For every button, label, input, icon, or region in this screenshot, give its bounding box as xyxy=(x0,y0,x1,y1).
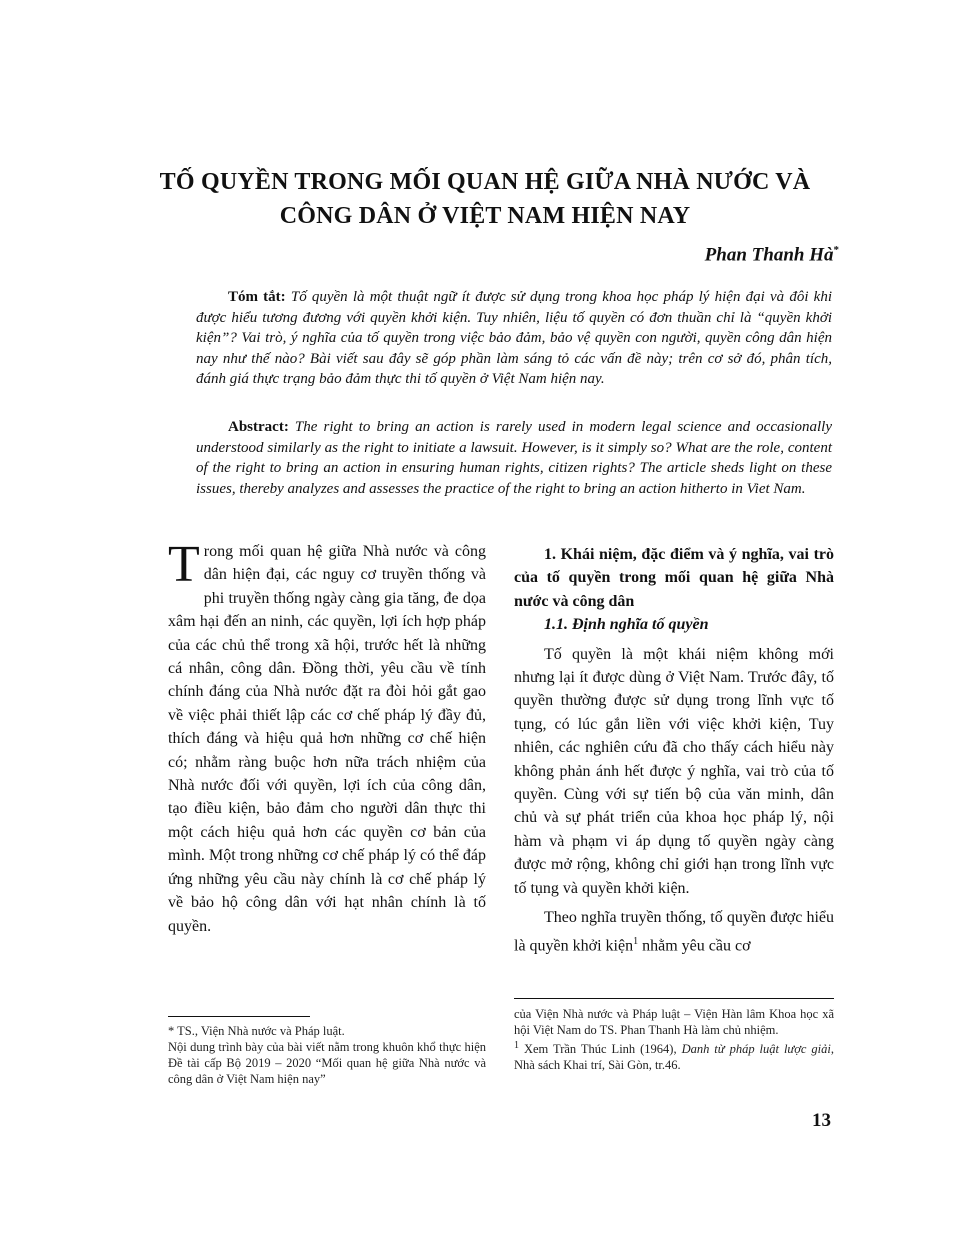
footnote-divider-right xyxy=(514,998,834,999)
author-footnote-mark: * xyxy=(833,244,839,256)
body-paragraph-2 xyxy=(514,906,834,957)
body-paragraph-2-end: nhằm yêu cầu cơ xyxy=(638,936,751,954)
footnote-divider-left xyxy=(168,1016,310,1017)
author-name: Phan Thanh Hà xyxy=(704,244,834,266)
footnote-1-mark: 1 xyxy=(514,1040,519,1051)
abstract-english xyxy=(196,417,832,499)
abstract-en-label: Abstract: xyxy=(228,419,289,435)
footnote-1-start: Xem Trần Thúc Linh (1964), xyxy=(519,1042,682,1057)
footnotes-left xyxy=(168,1023,486,1087)
footnote-1 xyxy=(514,1038,834,1073)
body-paragraph-2-start: Theo nghĩa truyền thống, tố quyền được hiểu là quyền khởi kiện xyxy=(514,909,834,954)
footnote-1-title: Danh từ pháp luật lược giải xyxy=(681,1042,831,1057)
subsection-heading: 1.1. Định nghĩa tố quyền xyxy=(544,616,709,634)
title-line-2: CÔNG DÂN Ở VIỆT NAM HIỆN NAY xyxy=(279,203,691,229)
title-line-1: TỐ QUYỀN TRONG MỐI QUAN HỆ GIỮA NHÀ NƯỚC VÀ xyxy=(159,169,811,195)
author-byline xyxy=(705,244,839,266)
drop-cap: T xyxy=(168,536,200,593)
right-column xyxy=(514,543,834,957)
intro-text: rong mối quan hệ giữa Nhà nước và công dân hiện đại, các nguy cơ truyền thống và phi truyền thống ngày càng gia tăng, đe dọa xâm hại đến an ninh, các quyền, lợi ích hợp pháp của các chủ thể trong xã hội, trước hết là những cá nhân, công dân. Đồng thời, yêu cầu về tính chính đáng của Nhà nước đặt ra đòi hỏi gắt gao về việc phải thiết lập các cơ chế pháp lý đầy đủ, thích đáng và hiệu quả hơn những cơ chế hiện có; nhằm ràng buộc hơn nữa trách nhiệm của Nhà nước đối với quyền, lợi ích của công dân, tạo điều kiện, bảo đảm cho người dân thực thi một cách hiệu quả hơn các quyền cơ bản của mình. Một trong những cơ chế pháp lý có thể đáp ứng những yêu cầu này chính là cơ chế pháp lý về bảo hộ công dân với hạt nhân chính là tố quyền. xyxy=(168,543,486,935)
footnote-continuation: của Viện Nhà nước và Pháp luật – Viện Hàn lâm Khoa học xã hội Việt Nam do TS. Phan Thanh Hà làm chủ nhiệm. xyxy=(514,1007,834,1037)
abstract-vietnamese xyxy=(196,287,832,390)
footnote-project: Nội dung trình bày của bài viết nằm trong khuôn khổ thực hiện Đề tài cấp Bộ 2019 – 2020 “Mối quan hệ giữa Nhà nước và công dân ở Việt Nam hiện nay” xyxy=(168,1040,486,1086)
left-column xyxy=(168,536,486,938)
footnotes-right xyxy=(514,1006,834,1073)
abstract-en-text: The right to bring an action is rarely used in modern legal science and occasionally understood similarly as the right to initiate a lawsuit. However, is it simply so? What are the role, content of the right to bring an action in ensuring human rights, citizen rights? The article sheds light on these issues, thereby analyzes and assesses the practice of the right to bring an action hitherto in Viet Nam. xyxy=(196,419,832,497)
article-title xyxy=(120,165,850,233)
abstract-vn-text: Tố quyền là một thuật ngữ ít được sử dụng trong khoa học pháp lý hiện đại và đôi khi được hiểu tương đương với quyền khởi kiện. Tuy nhiên, liệu tố quyền có đơn thuần chỉ là “quyền khởi kiện”? Vai trò, ý nghĩa của tố quyền trong việc bảo đảm, bảo vệ quyền con người, quyền công dân hiện nay như thế nào? Bài viết sau đây sẽ góp phần làm sáng tỏ các vấn đề này; trên cơ sở đó, phân tích, đánh giá thực trạng bảo đảm thực thi tố quyền ở Việt Nam hiện nay. xyxy=(196,289,832,387)
intro-paragraph xyxy=(168,536,486,938)
footnote-ref-1: 1 xyxy=(633,935,639,947)
footnote-author: * TS., Viện Nhà nước và Pháp luật. xyxy=(168,1024,345,1038)
section-heading: 1. Khái niệm, đặc điểm và ý nghĩa, vai trò của tố quyền trong mối quan hệ giữa Nhà nước và công dân xyxy=(514,546,834,610)
footnote-1-end: , Nhà sách Khai trí, Sài Gòn, tr.46. xyxy=(514,1042,834,1073)
body-paragraph-1: Tố quyền là một khái niệm không mới nhưng lại ít được dùng ở Việt Nam. Trước đây, tố quyền thường được sử dụng trong lĩnh vực tố tụng, có lúc gắn liền với việc khởi kiện, Tuy nhiên, các nghiên cứu đã cho thấy cách hiểu này không phản ánh hết được ý nghĩa, vai trò của tố quyền. Cùng với sự tiến bộ của văn minh, dân chủ và sự phát triển của khoa học pháp lý, nội hàm và phạm vi áp dụng tố quyền ngày càng được mở rộng, không chỉ giới hạn trong lĩnh vực tố tụng và quyền khởi kiện. xyxy=(514,645,834,897)
abstract-vn-label: Tóm tắt: xyxy=(228,289,286,305)
page-number: 13 xyxy=(812,1110,831,1131)
